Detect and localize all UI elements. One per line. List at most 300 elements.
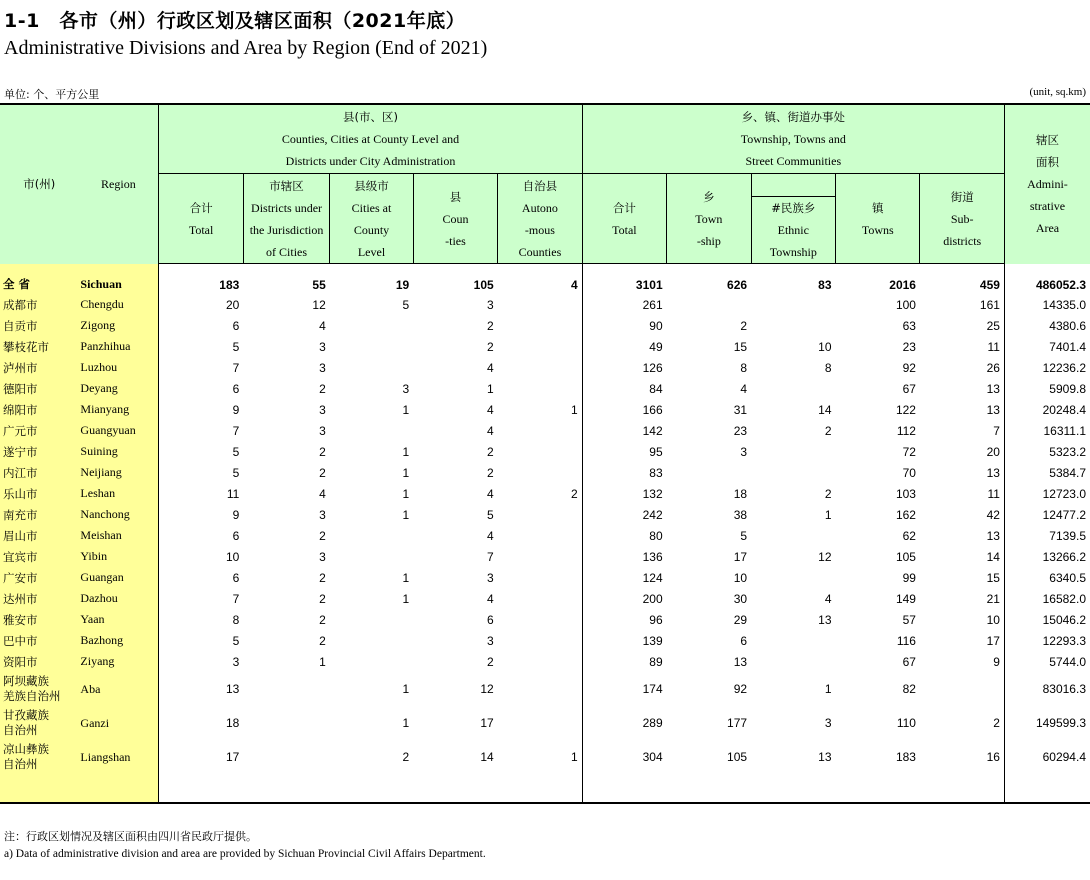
table-row: [0, 420, 1090, 441]
note-en: a) Data of administrative division and area are provided by Sichuan Provincial Civil Affairs Department.: [4, 848, 486, 860]
cell-city-zh: 乐山市: [0, 483, 78, 504]
cell-region-en: Liangshan: [78, 740, 158, 774]
cell-region-en: Chengdu: [78, 294, 158, 315]
cell-autonomous: 4: [498, 264, 582, 295]
cell-town-total: 89: [649, 654, 663, 669]
cell-county-cities: [330, 525, 413, 546]
table-row: [0, 504, 1090, 525]
header-towns: 镇 Towns: [836, 174, 920, 264]
cell-autonomous: 1: [498, 740, 582, 774]
cell-county-total: 7: [232, 423, 240, 438]
cell-counties: 12: [480, 682, 494, 696]
cell-towns: 82: [902, 682, 916, 696]
cell-city-zh: 宜宾市: [0, 546, 78, 567]
cell-township: 4: [740, 381, 748, 396]
cell-city-zh: 德阳市: [0, 378, 78, 399]
cell-city-zh: 凉山彝族 自治州: [0, 740, 78, 774]
cell-town-total: 3101: [635, 278, 663, 292]
cell-towns: 99: [902, 570, 916, 585]
cell-county-total: 9: [232, 507, 240, 522]
cell-township: 92: [733, 682, 748, 696]
header-city: 市(州): [0, 104, 78, 264]
cell-county-cities: [330, 420, 413, 441]
cell-area: 5384.7: [1049, 465, 1086, 480]
cell-ethnic-township: 1: [824, 507, 832, 522]
cell-town-total: 136: [642, 549, 663, 564]
cell-county-cities: 1: [402, 570, 410, 585]
cell-city-zh: 南充市: [0, 504, 78, 525]
cell-counties: 17: [480, 716, 494, 730]
cell-county-cities: [330, 336, 413, 357]
cell-area: 5909.8: [1049, 381, 1086, 396]
cell-counties: 2: [487, 318, 494, 333]
table-row: [0, 462, 1090, 483]
cell-township: 15: [733, 339, 748, 354]
cell-city-zh: 巴中市: [0, 630, 78, 651]
cell-towns: 112: [896, 423, 916, 438]
cell-area: 13266.2: [1042, 549, 1086, 564]
cell-town-total: 132: [642, 486, 663, 501]
cell-districts: 2: [319, 570, 326, 585]
table-row: [0, 740, 1090, 774]
cell-town-total: 95: [649, 444, 663, 459]
cell-region-en: Nanchong: [78, 504, 158, 525]
cell-county-total: 18: [225, 716, 240, 730]
cell-counties: 5: [487, 507, 494, 522]
cell-districts: 2: [319, 633, 326, 648]
cell-region-en: Yaan: [78, 609, 158, 630]
cell-districts: 3: [319, 423, 326, 438]
cell-city-zh: 攀枝花市: [0, 336, 78, 357]
cell-town-total: 261: [642, 297, 663, 312]
cell-region-en: Guangan: [78, 567, 158, 588]
cell-towns: 23: [902, 339, 916, 354]
cell-county-total: 7: [232, 360, 240, 375]
header-county-group: 县(市、区) Counties, Cities at County Level and Districts under City Administration: [159, 104, 582, 174]
cell-county-cities: 2: [402, 750, 410, 764]
cell-counties: [413, 774, 497, 803]
note-zh: 注：行政区划情况及辖区面积由四川省民政厅提供。: [4, 830, 257, 843]
cell-districts: 1: [319, 654, 326, 669]
cell-county-cities: 5: [402, 297, 410, 312]
cell-region-en: Bazhong: [78, 630, 158, 651]
table-row: [0, 672, 1090, 706]
cell-districts: 12: [312, 297, 326, 312]
cell-town-total: 304: [642, 750, 663, 764]
cell-subdistricts: 459: [920, 264, 1004, 295]
cell-districts: 3: [319, 549, 326, 564]
cell-counties: 2: [487, 339, 494, 354]
cell-counties: 14: [480, 750, 494, 764]
cell-ethnic-township: [751, 462, 835, 483]
cell-ethnic-township: 2: [824, 423, 832, 438]
cell-districts: 2: [319, 612, 326, 627]
cell-districts: 3: [319, 507, 326, 522]
cell-township: 6: [740, 633, 748, 648]
cell-town-total: 49: [649, 339, 663, 354]
cell-subdistricts: 11: [920, 336, 1004, 357]
cell-township: 18: [733, 486, 748, 501]
table-row: [0, 399, 1090, 420]
cell-counties: 105: [473, 278, 494, 292]
table-spacer-row: [0, 774, 1090, 803]
cell-towns: 105: [895, 549, 916, 564]
cell-town-total: 83: [649, 465, 663, 480]
table-row: [0, 651, 1090, 672]
cell-ethnic-township: 10: [818, 339, 832, 354]
cell-subdistricts: 13: [920, 399, 1004, 420]
cell-county-cities: 1: [402, 402, 410, 417]
cell-county-total: 20: [225, 297, 240, 312]
cell-town-total: 200: [642, 591, 663, 606]
cell-town-total: 90: [649, 318, 663, 333]
cell-towns: 162: [895, 507, 916, 522]
cell-region-en: Ganzi: [78, 706, 158, 740]
cell-area: 4380.6: [1049, 318, 1086, 333]
cell-towns: 72: [902, 444, 916, 459]
cell-town-total: 289: [642, 716, 663, 730]
cell-county-total: 11: [226, 486, 240, 501]
cell-autonomous: [498, 357, 582, 378]
cell-county-cities: 3: [402, 381, 410, 396]
cell-region-en: Mianyang: [78, 399, 158, 420]
page-title-zh: 1-1 各市（州）行政区划及辖区面积（2021年底）: [4, 10, 466, 32]
table-row: [0, 315, 1090, 336]
cell-region-en: Guangyuan: [78, 420, 158, 441]
table-row: [0, 546, 1090, 567]
cell-subdistricts: 17: [920, 630, 1004, 651]
cell-subdistricts: 15: [920, 567, 1004, 588]
cell-city-zh: 泸州市: [0, 357, 78, 378]
cell-ethnic-township: 13: [818, 612, 832, 627]
cell-town-total: 80: [649, 528, 663, 543]
header-township-group: 乡、镇、街道办事处 Township, Towns and Street Communities: [582, 104, 1004, 174]
cell-county-total: 5: [232, 444, 240, 459]
header-districts: 市辖区 Districts under the Jurisdiction of Cities: [243, 174, 329, 264]
cell-districts: [243, 740, 329, 774]
cell-autonomous: [498, 315, 582, 336]
cell-region-en: Meishan: [78, 525, 158, 546]
cell-region-en: Suining: [78, 441, 158, 462]
cell-towns: 67: [902, 654, 916, 669]
cell-ethnic-township: 2: [824, 486, 832, 501]
cell-county-cities: 1: [402, 444, 410, 459]
cell-county-total: 6: [232, 318, 240, 333]
cell-ethnic-township: 12: [818, 549, 832, 564]
cell-area: 149599.3: [1035, 716, 1086, 730]
cell-region-en: Luzhou: [78, 357, 158, 378]
cell-town-total: 139: [642, 633, 663, 648]
cell-town-total: 166: [642, 402, 663, 417]
cell-area: 15046.2: [1042, 612, 1086, 627]
cell-city-zh: 阿坝藏族 羌族自治州: [0, 672, 78, 706]
cell-region-en: Ziyang: [78, 651, 158, 672]
cell-autonomous: 1: [498, 399, 582, 420]
table-row: [0, 567, 1090, 588]
cell-autonomous: [498, 294, 582, 315]
cell-county-total: 10: [225, 549, 240, 564]
cell-districts: 4: [319, 486, 326, 501]
cell-ethnic-township: 1: [824, 682, 832, 696]
cell-counties: 4: [487, 402, 494, 417]
cell-ethnic-township: 3: [824, 716, 832, 730]
cell-districts: 3: [319, 402, 326, 417]
cell-township: 38: [733, 507, 748, 522]
cell-township: 8: [740, 360, 748, 375]
cell-ethnic-township: 14: [818, 402, 832, 417]
table-row: [0, 294, 1090, 315]
cell-subdistricts: 13: [920, 525, 1004, 546]
cell-area: 12236.2: [1042, 360, 1086, 375]
cell-counties: 2: [487, 654, 494, 669]
cell-autonomous: [498, 567, 582, 588]
cell-subdistricts: 21: [920, 588, 1004, 609]
cell-counties: 4: [487, 528, 494, 543]
cell-ethnic-township: 8: [824, 360, 832, 375]
cell-city-zh: 眉山市: [0, 525, 78, 546]
table-row: [0, 336, 1090, 357]
cell-towns: 92: [902, 360, 916, 375]
cell-ethnic-township: [751, 315, 835, 336]
cell-subdistricts: 25: [920, 315, 1004, 336]
cell-counties: 4: [487, 360, 494, 375]
cell-county-cities: 1: [402, 716, 410, 730]
page-title-en: Administrative Divisions and Area by Region (End of 2021): [4, 37, 488, 59]
cell-ethnic-township: [751, 651, 835, 672]
cell-county-total: 183: [219, 278, 240, 292]
cell-area: 486052.3: [1035, 278, 1086, 292]
cell-counties: 7: [487, 549, 494, 564]
cell-counties: 4: [487, 486, 494, 501]
cell-township: 5: [740, 528, 748, 543]
cell-city-zh: [0, 774, 78, 803]
cell-ethnic-township: 4: [824, 591, 832, 606]
cell-counties: 3: [487, 633, 494, 648]
cell-township: [667, 294, 751, 315]
cell-area: 16311.1: [1043, 423, 1086, 438]
cell-city-zh: 资阳市: [0, 651, 78, 672]
cell-districts: 2: [319, 381, 326, 396]
cell-subdistricts: 2: [920, 706, 1004, 740]
table-row-total: [0, 264, 1090, 295]
cell-county-cities: 1: [402, 465, 410, 480]
cell-towns: 63: [902, 318, 916, 333]
cell-county-cities: [330, 315, 413, 336]
cell-city-zh: 绵阳市: [0, 399, 78, 420]
cell-subdistricts: 11: [920, 483, 1004, 504]
cell-towns: 183: [895, 750, 916, 764]
cell-county-total: 9: [232, 402, 240, 417]
cell-town-total: 96: [649, 612, 663, 627]
cell-ethnic-township: 13: [818, 750, 832, 764]
cell-county-total: 5: [232, 339, 240, 354]
cell-region-en: Yibin: [78, 546, 158, 567]
cell-county-cities: [330, 774, 413, 803]
header-ethnic: #民族乡 Ethnic Township: [751, 174, 835, 264]
cell-districts: 2: [319, 465, 326, 480]
cell-county-total: 6: [232, 381, 240, 396]
cell-districts: 55: [312, 278, 326, 292]
cell-subdistricts: 10: [920, 609, 1004, 630]
cell-area: 16582.0: [1042, 591, 1086, 606]
cell-town-total: 142: [642, 423, 663, 438]
cell-city-zh: 全 省: [0, 264, 78, 295]
table-row: [0, 609, 1090, 630]
cell-towns: 116: [896, 633, 916, 648]
header-county-cities: 县级市 Cities at County Level: [330, 174, 413, 264]
cell-towns: 122: [895, 402, 916, 417]
table-row: [0, 378, 1090, 399]
cell-city-zh: 自贡市: [0, 315, 78, 336]
unit-label-en: (unit, sq.km): [1029, 86, 1086, 98]
cell-ethnic-township: [751, 630, 835, 651]
cell-subdistricts: 14: [920, 546, 1004, 567]
table-row: [0, 525, 1090, 546]
cell-town-total: 84: [649, 381, 663, 396]
cell-county-cities: [330, 609, 413, 630]
cell-autonomous: [498, 336, 582, 357]
cell-county-total: 17: [225, 750, 240, 764]
cell-subdistricts: [920, 774, 1004, 803]
cell-region-en: Aba: [78, 672, 158, 706]
cell-township: 23: [733, 423, 748, 438]
cell-districts: 2: [319, 591, 326, 606]
cell-ethnic-township: [751, 294, 835, 315]
cell-ethnic-township: [751, 525, 835, 546]
cell-city-zh: 成都市: [0, 294, 78, 315]
cell-area: 7139.5: [1049, 528, 1086, 543]
cell-county-cities: [330, 546, 413, 567]
cell-subdistricts: 7: [920, 420, 1004, 441]
cell-county-total: 6: [232, 528, 240, 543]
cell-ethnic-township: [751, 567, 835, 588]
cell-subdistricts: 16: [920, 740, 1004, 774]
cell-towns: 100: [895, 297, 916, 312]
cell-county-total: 3: [232, 654, 240, 669]
cell-region-en: Dazhou: [78, 588, 158, 609]
cell-area: 83016.3: [1042, 682, 1086, 696]
cell-township: [667, 462, 751, 483]
header-counties: 县 Coun -ties: [413, 174, 497, 264]
cell-township: 177: [727, 716, 748, 730]
cell-districts: 3: [319, 339, 326, 354]
cell-autonomous: [498, 609, 582, 630]
cell-autonomous: [498, 525, 582, 546]
header-township: 乡 Town -ship: [667, 174, 751, 264]
table-row: [0, 441, 1090, 462]
header-subdistricts: 街道 Sub- districts: [920, 174, 1004, 264]
cell-districts: 4: [319, 318, 326, 333]
header-area: 辖区 面积 Admini- strative Area: [1004, 104, 1090, 264]
cell-towns: 2016: [889, 278, 916, 292]
cell-subdistricts: 13: [920, 378, 1004, 399]
cell-subdistricts: 161: [920, 294, 1004, 315]
cell-autonomous: [498, 706, 582, 740]
cell-subdistricts: 13: [920, 462, 1004, 483]
cell-counties: 2: [487, 444, 494, 459]
cell-area: 14335.0: [1042, 297, 1086, 312]
cell-districts: 2: [319, 444, 326, 459]
cell-towns: 110: [896, 716, 916, 730]
cell-autonomous: [498, 774, 582, 803]
cell-area: 12293.3: [1042, 633, 1086, 648]
cell-counties: 4: [487, 423, 494, 438]
cell-township: 3: [740, 444, 748, 459]
cell-region-en: Sichuan: [78, 264, 158, 295]
cell-county-total: 13: [225, 682, 240, 696]
cell-region-en: Deyang: [78, 378, 158, 399]
cell-city-zh: 遂宁市: [0, 441, 78, 462]
cell-area: 6340.5: [1049, 570, 1086, 585]
cell-subdistricts: 42: [920, 504, 1004, 525]
cell-township: [667, 774, 751, 803]
cell-city-zh: 广元市: [0, 420, 78, 441]
cell-counties: 3: [487, 570, 494, 585]
cell-towns: 149: [895, 591, 916, 606]
cell-township: 105: [727, 750, 748, 764]
cell-autonomous: [498, 588, 582, 609]
cell-districts: [243, 774, 329, 803]
unit-label-zh: 单位: 个、平方公里: [4, 88, 100, 101]
cell-towns: 67: [902, 381, 916, 396]
cell-towns: 103: [895, 486, 916, 501]
cell-counties: 3: [487, 297, 494, 312]
cell-subdistricts: 26: [920, 357, 1004, 378]
table-row: [0, 588, 1090, 609]
cell-city-zh: 内江市: [0, 462, 78, 483]
cell-ethnic-township: [751, 378, 835, 399]
cell-area: 5323.2: [1049, 444, 1086, 459]
cell-township: 29: [733, 612, 748, 627]
cell-county-total: 5: [232, 633, 240, 648]
table-row: [0, 357, 1090, 378]
cell-township: 2: [740, 318, 748, 333]
cell-city-zh: 甘孜藏族 自治州: [0, 706, 78, 740]
cell-districts: [243, 672, 329, 706]
table-body: [0, 264, 1090, 804]
cell-autonomous: [498, 546, 582, 567]
cell-districts: [243, 706, 329, 740]
table-row: [0, 630, 1090, 651]
cell-subdistricts: 20: [920, 441, 1004, 462]
cell-town-total: 126: [642, 360, 663, 375]
header-county-total: 合计 Total: [159, 174, 243, 264]
cell-counties: 1: [487, 381, 494, 396]
cell-area: 5744.0: [1049, 654, 1086, 669]
cell-county-total: [159, 774, 243, 803]
cell-subdistricts: [920, 672, 1004, 706]
cell-subdistricts: 9: [920, 651, 1004, 672]
header-autonomous: 自治县 Autono -mous Counties: [498, 174, 582, 264]
cell-towns: 62: [902, 528, 916, 543]
cell-autonomous: 2: [498, 483, 582, 504]
cell-county-total: 6: [232, 570, 240, 585]
table-row: [0, 706, 1090, 740]
cell-autonomous: [498, 462, 582, 483]
cell-county-cities: 1: [402, 682, 410, 696]
cell-districts: 2: [319, 528, 326, 543]
cell-counties: 6: [487, 612, 494, 627]
cell-area: 20248.4: [1042, 402, 1086, 417]
cell-ethnic-township: [751, 441, 835, 462]
cell-autonomous: [498, 441, 582, 462]
cell-autonomous: [498, 378, 582, 399]
cell-county-total: 8: [232, 612, 240, 627]
cell-area: 7401.4: [1049, 339, 1086, 354]
cell-town-total: 242: [642, 507, 663, 522]
cell-autonomous: [498, 651, 582, 672]
cell-county-cities: [330, 357, 413, 378]
